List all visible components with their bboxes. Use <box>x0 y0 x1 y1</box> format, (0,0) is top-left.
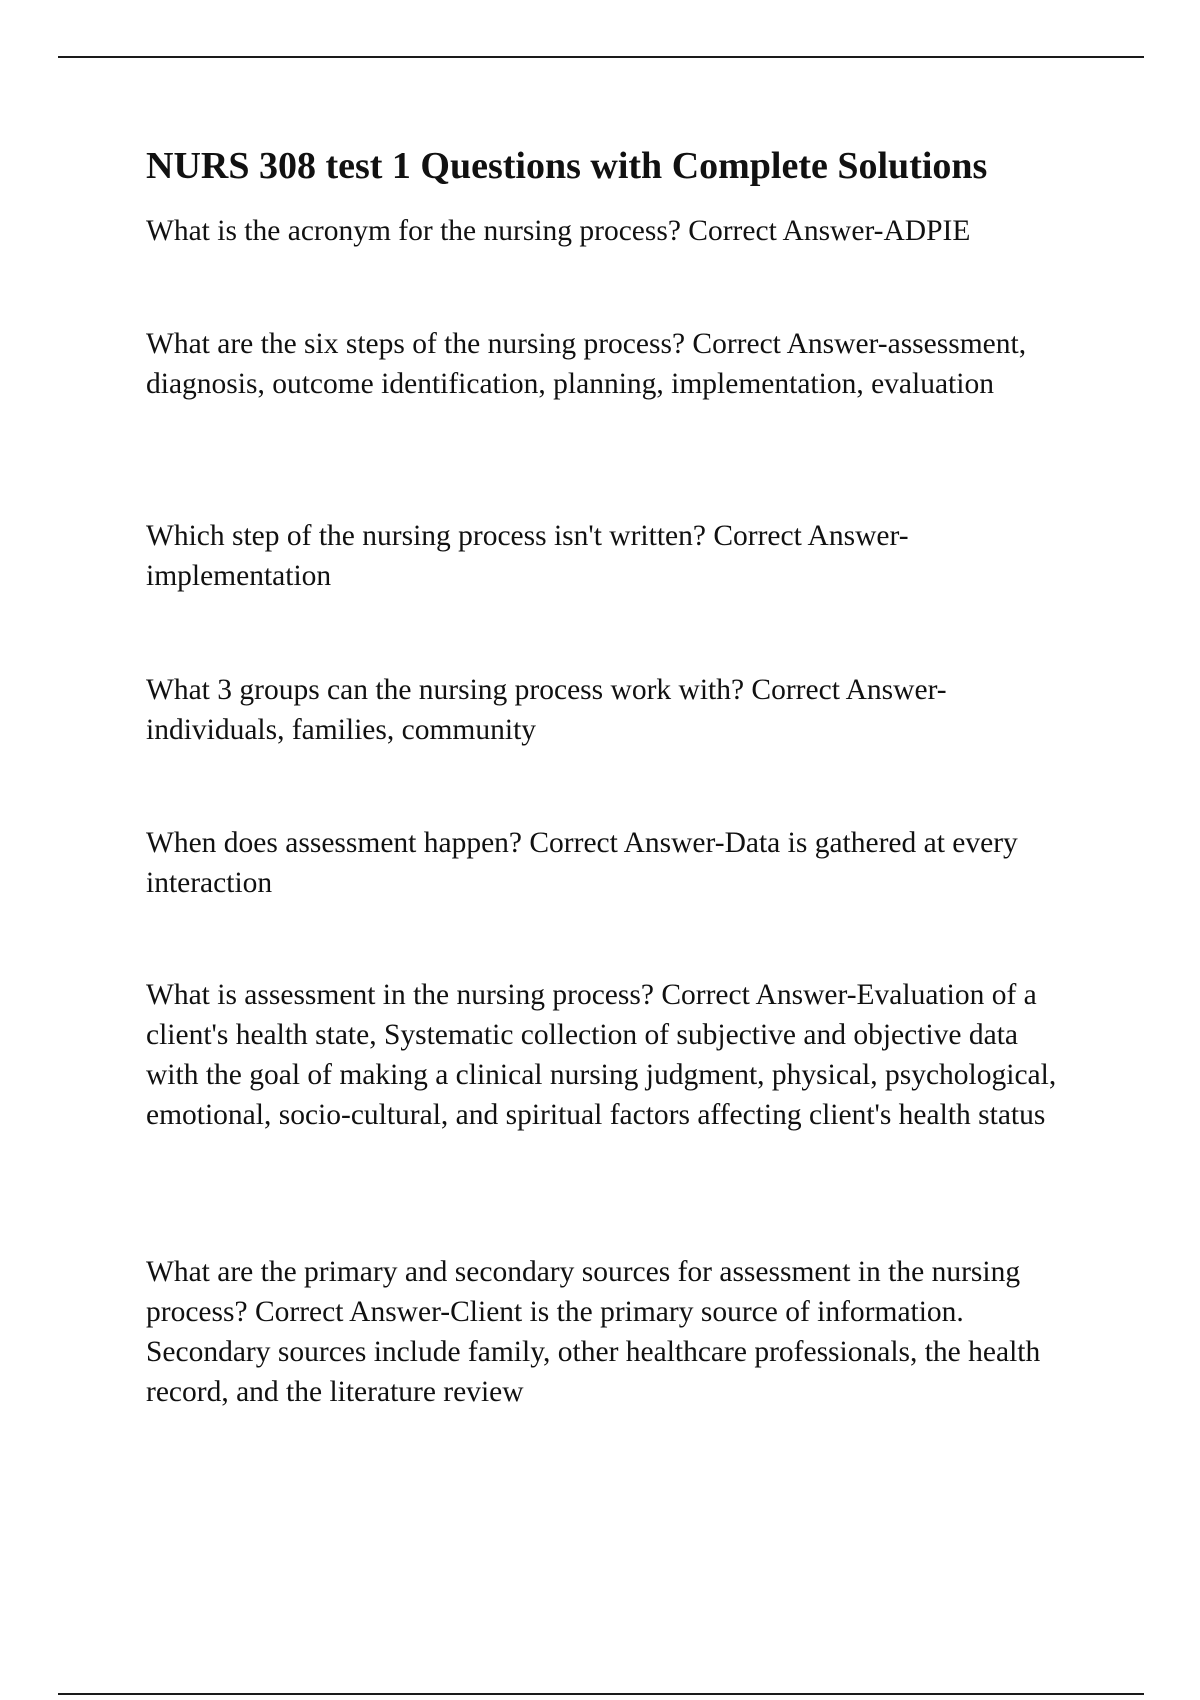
qa-item-1: What is the acronym for the nursing process? Correct Answer-ADPIE <box>146 215 971 247</box>
qa-item-5: When does assessment happen? Correct Answer-Data is gathered at every interaction <box>146 827 1018 899</box>
qa-item-3: Which step of the nursing process isn't written? Correct Answer-implementation <box>146 520 909 592</box>
top-divider <box>58 56 1144 58</box>
document-title: NURS 308 test 1 Questions with Complete Solutions <box>146 145 988 187</box>
qa-item-7: What are the primary and secondary sources for assessment in the nursing process? Correct Answer-Client is the primary source of information. Secondary sources include family, other healthcare professionals, the health record, and the literature review <box>146 1256 1041 1408</box>
qa-item-4: What 3 groups can the nursing process work with? Correct Answer-individuals, families, community <box>146 674 947 746</box>
qa-item-2: What are the six steps of the nursing process? Correct Answer-assessment, diagnosis, outcome identification, planning, implementation, evaluation <box>146 328 1027 400</box>
bottom-divider <box>58 1693 1144 1695</box>
qa-item-6: What is assessment in the nursing process? Correct Answer-Evaluation of a client's health state, Systematic collection of subjective and objective data with the goal of making a clinical nursing judgment, physical, psychological, emotional, socio-cultural, and spiritual factors affecting client's health status <box>146 979 1057 1131</box>
